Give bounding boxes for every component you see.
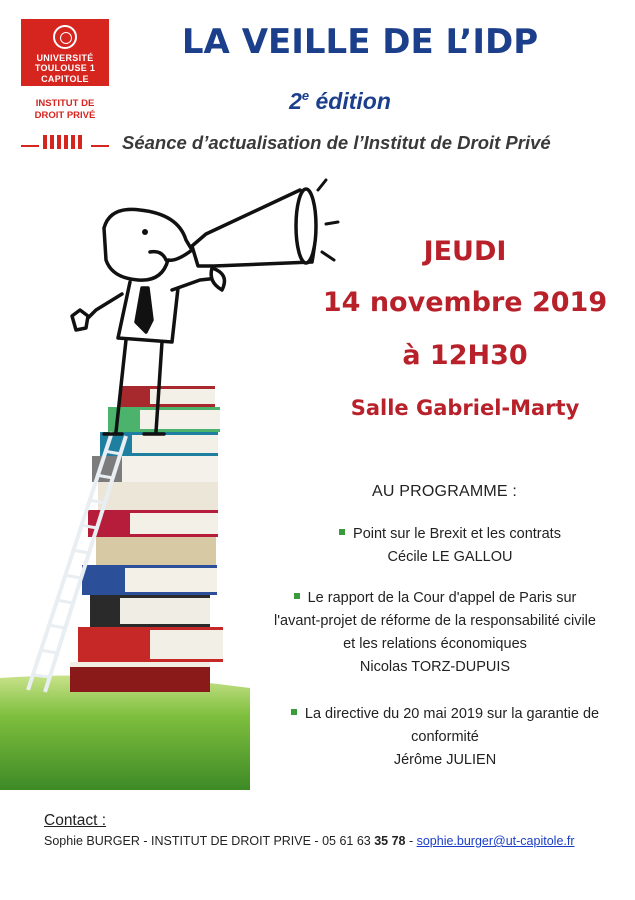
university-logo: [21, 19, 109, 155]
programme-item-1: [300, 523, 600, 569]
page-subtitle: Séance d’actualisation de l’Institut de Droit Privé: [122, 132, 551, 153]
contact-line: [44, 834, 575, 848]
logo-rule-right: [91, 145, 109, 147]
contact-phone-extension: 35 78: [374, 834, 406, 848]
edition-suffix: e: [301, 88, 310, 103]
programme-item-1-speaker: Cécile LE GALLOU: [387, 549, 513, 565]
event-day: JEUDI: [423, 236, 507, 267]
logo-columns-icon: [43, 135, 87, 149]
logo-line-universite: UNIVERSITÉ: [36, 53, 94, 63]
programme-item-2-line-1: Le rapport de la Cour d'appel de Paris sur: [307, 590, 577, 606]
programme-item-1-line-1: Point sur le Brexit et les contrats: [353, 526, 561, 542]
bullet-icon: [339, 529, 345, 535]
event-room: Salle Gabriel-Marty: [350, 396, 580, 420]
megaphone-icon: [192, 189, 316, 290]
logo-rule-left: [21, 145, 39, 147]
contact-label: Contact :: [44, 812, 107, 829]
bullet-icon: [291, 709, 297, 715]
programme-item-2-line-2: l'avant-projet de réforme de la responsabilité civile: [274, 613, 596, 629]
programme-heading: AU PROGRAMME :: [372, 483, 518, 500]
programme-item-2-line-3: et les relations économiques: [343, 636, 527, 652]
programme-item-1-title: [300, 523, 600, 546]
logo-line-droit-prive: DROIT PRIVÉ: [34, 110, 96, 121]
edition-word: édition: [309, 88, 391, 114]
event-time: à 12H30: [402, 340, 528, 371]
logo-line-toulouse: TOULOUSE 1: [34, 63, 96, 73]
contact-email-link[interactable]: sophie.burger@ut-capitole.fr: [416, 834, 575, 848]
contact-prefix: Sophie BURGER - INSTITUT DE DROIT PRIVE - 05 61 63: [44, 834, 375, 848]
programme-item-3: [270, 703, 620, 772]
edition-label: [260, 88, 420, 115]
sound-waves-icon: [318, 180, 338, 260]
programme-item-2: [255, 587, 615, 679]
logo-seal-icon: [53, 25, 77, 49]
programme-item-2-title: [255, 587, 615, 610]
programme-item-3-title: [270, 703, 620, 726]
programme-item-2-speaker: Nicolas TORZ-DUPUIS: [359, 659, 511, 675]
bullet-icon: [294, 593, 300, 599]
event-date: 14 novembre 2019: [322, 287, 608, 318]
logo-line-capitole: CAPITOLE: [21, 74, 109, 86]
page-title: LA VEILLE DE L’IDP: [181, 22, 539, 62]
programme-item-3-line-2: conformité: [411, 729, 479, 745]
contact-separator: -: [405, 834, 417, 848]
programme-item-3-line-1: La directive du 20 mai 2019 sur la garantie de: [304, 706, 600, 722]
programme-item-3-speaker: Jérôme JULIEN: [393, 752, 497, 768]
logo-line-institut: INSTITUT DE: [35, 98, 95, 109]
grass-field: [0, 676, 250, 790]
edition-number: 2: [289, 88, 302, 114]
